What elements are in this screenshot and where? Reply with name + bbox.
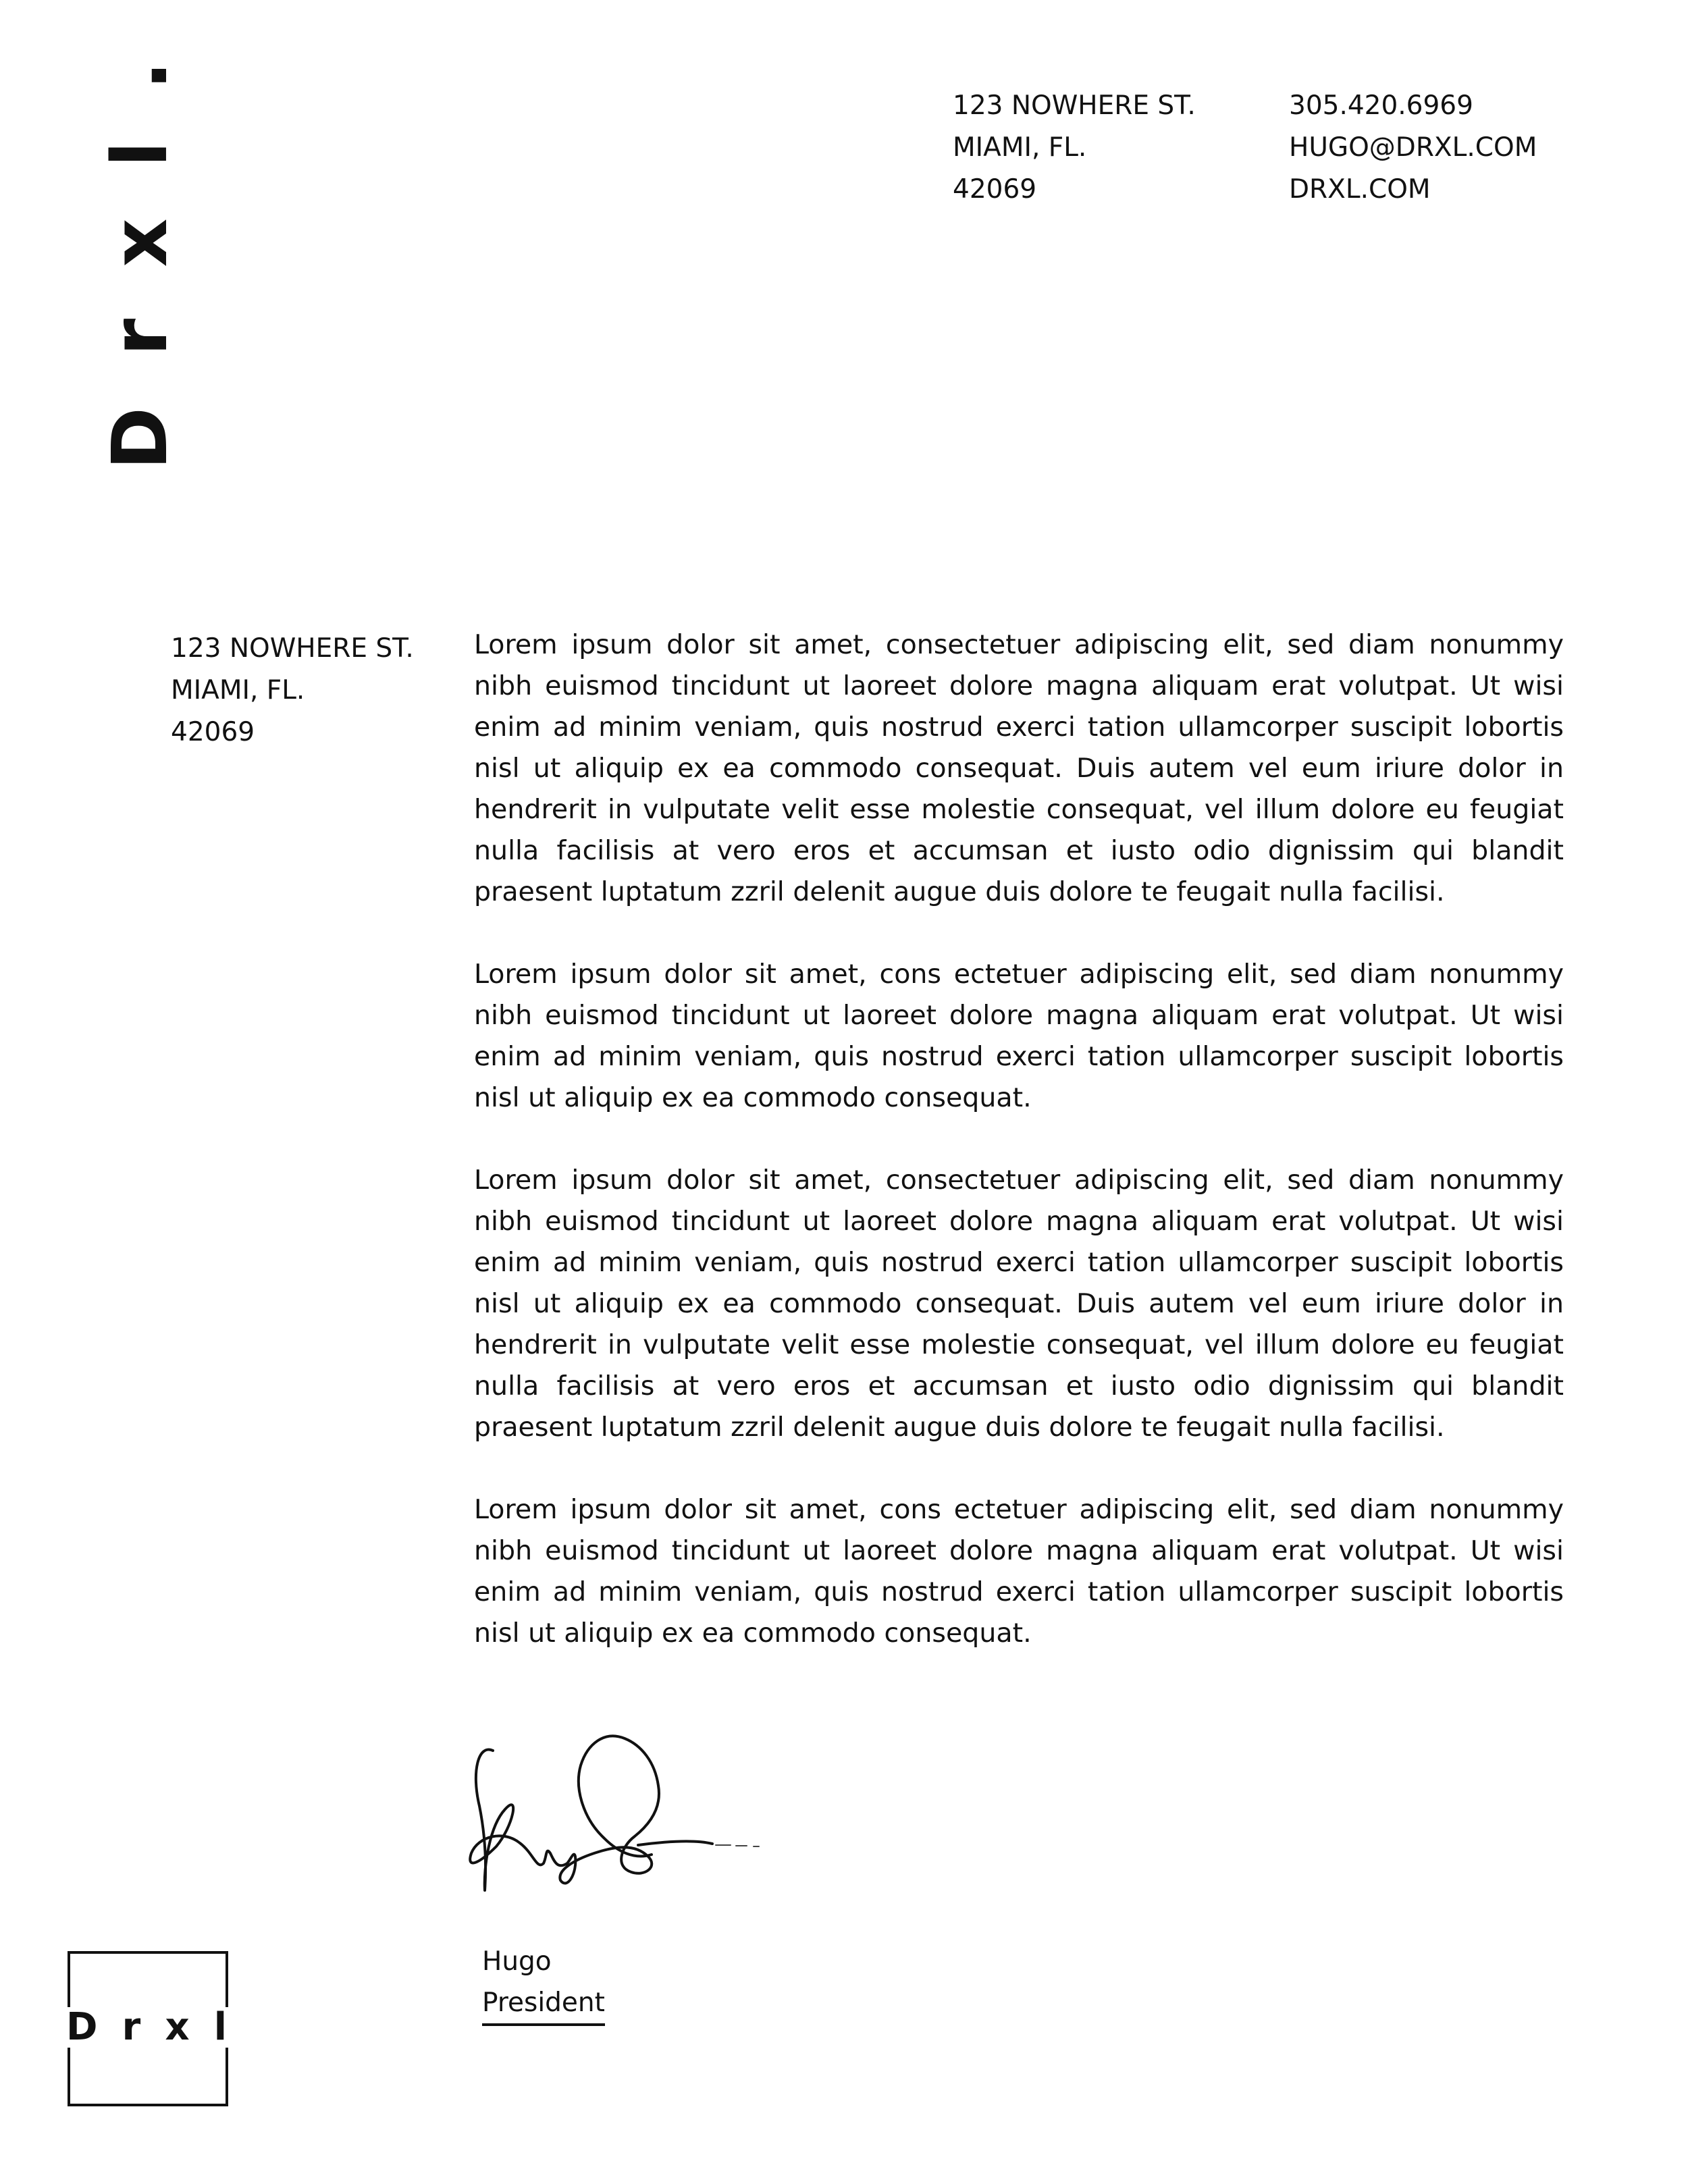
vertical-brand-logo: Drxl. — [97, 9, 184, 470]
letter-paragraph: Lorem ipsum dolor sit amet, cons ectetuer adipiscing elit, sed diam nonummy nibh euismod tincidunt ut laoreet dolore magna aliquam erat volutpat. Ut wisi enim ad minim veniam, quis nostrud exerci tation ullamcorper suscipit lobortis nisl ut aliquip ex ea commodo consequat. — [474, 1494, 1564, 1649]
letter-paragraph: Lorem ipsum dolor sit amet, cons ectetuer adipiscing elit, sed diam nonummy nibh euismod tincidunt ut laoreet dolore magna aliquam erat volutpat. Ut wisi enim ad minim veniam, quis nostrud exerci tation ullamcorper suscipit lobortis nisl ut aliquip ex ea commodo consequat. — [474, 959, 1564, 1113]
header-phone: 305.420.6969 — [1289, 90, 1473, 121]
letter-body — [474, 624, 1564, 1695]
letter-paragraph: Lorem ipsum dolor sit amet, consectetuer adipiscing elit, sed diam nonummy nibh euismod tincidunt ut laoreet dolore magna aliquam erat volutpat. Ut wisi enim ad minim veniam, quis nostrud exerci tation ullamcorper suscipit lobortis nisl ut aliquip ex ea commodo consequat. Duis autem vel eum iriure dolor in hendrerit in vulputate velit esse molestie consequat, vel illum dolore eu feugiat nulla facilisis at vero eros et accumsan et iusto odio dignissim qui blandit praesent luptatum zzril delenit augue duis dolore te feugait nulla facilisi. — [474, 629, 1564, 907]
header-address — [953, 85, 1196, 211]
box-logo-letter: r — [122, 2005, 141, 2049]
box-logo-letter: D — [66, 2005, 98, 2049]
box-logo-letter: l — [213, 2005, 227, 2049]
signature-underline — [482, 2023, 605, 2026]
header-address-city: MIAMI, FL. — [953, 132, 1087, 163]
sidebar-address — [171, 628, 414, 753]
signatory-name: Hugo — [482, 1946, 552, 1977]
header-website: DRXL.COM — [1289, 174, 1431, 205]
header-contact — [1289, 85, 1537, 211]
sidebar-address-street: 123 NOWHERE ST. — [171, 633, 414, 664]
box-logo-letter: x — [165, 2005, 190, 2049]
header-address-zip: 42069 — [953, 174, 1037, 205]
signatory-title: President — [482, 1988, 605, 2018]
box-logo — [65, 2007, 228, 2048]
sidebar-address-city: MIAMI, FL. — [171, 675, 305, 705]
handwritten-signature — [466, 1725, 763, 1904]
sidebar-address-zip: 42069 — [171, 717, 255, 747]
letter-paragraph: Lorem ipsum dolor sit amet, consectetuer adipiscing elit, sed diam nonummy nibh euismod tincidunt ut laoreet dolore magna aliquam erat volutpat. Ut wisi enim ad minim veniam, quis nostrud exerci tation ullamcorper suscipit lobortis nisl ut aliquip ex ea commodo consequat. Duis autem vel eum iriure dolor in hendrerit in vulputate velit esse molestie consequat, vel illum dolore eu feugiat nulla facilisis at vero eros et accumsan et iusto odio dignissim qui blandit praesent luptatum zzril delenit augue duis dolore te feugait nulla facilisi. — [474, 1165, 1564, 1443]
header-email: HUGO@DRXL.COM — [1289, 132, 1537, 163]
signature-block — [482, 1941, 605, 2023]
header-address-street: 123 NOWHERE ST. — [953, 90, 1196, 121]
